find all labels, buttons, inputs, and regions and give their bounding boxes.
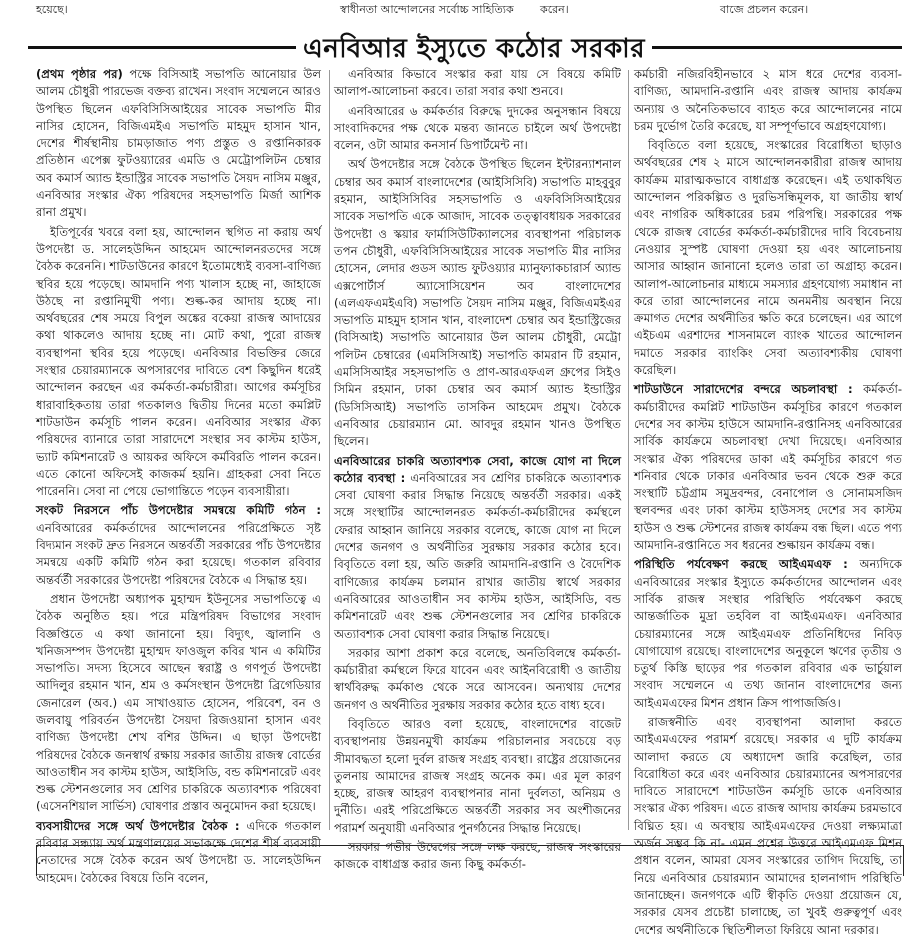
paragraph	[334, 453, 621, 643]
article-column-2	[334, 66, 622, 872]
article-body	[36, 66, 902, 937]
article-column-3	[634, 66, 902, 937]
paragraph	[634, 137, 902, 379]
paragraph-text: রাজস্বনীতি এবং ব্যবস্থাপনা আলাদা করতে আইএমএফের পরামর্শ রয়েছে। সরকার এ দুটি কার্যক্রম আলাদা করতে যে অধ্যাদেশ জারি করেছিল, তার বিরোধিতা করে এবং এনবিআর চেয়ারম্যানের অপসারণের দাবিতে সারাদেশে শাটডাউন কর্মসূচি ডাকে এনবিআর সংস্কার ঐক্য পরিষদ। এতে রাজস্ব আদায় কার্যক্রম চরমভাবে বিঘ্নিত হয়। এ অবস্থায় আইএমএফের দেওয়া লক্ষ্যমাত্রা অর্জন সম্ভব কি না- এমন প্রশ্নের উত্তরে আইএমএফ মিশন প্রধান বলেন, আমরা যেসব সংস্কারের তাগিদ দিয়েছি, তা নিয়ে এনবিআর চেয়ারম্যান আমাদের হালনাগাদ পরিস্থিতি জানাচ্ছেন। জনগণকে এটি স্বীকৃতি দেওয়া প্রয়োজন যে, সরকার যেসব প্রচেষ্টা চালাচ্ছে, তা খুবই গুরুত্বপূর্ণ এবং দেশের অর্থনীতিকে স্থিতিশীলতা ফিরিয়ে আনা দরকার।	[634, 714, 902, 937]
paragraph-text: অর্থ উপদেষ্টার সঙ্গে বৈঠকে উপস্থিত ছিলেন ইন্টারন্যাশনাল চেম্বার অব কমার্স বাংলাদেশের (আইসিসিবি) সভাপতি মাহবুবুর রহমান, আইসিসিবির সহসভাপতি ও এফবিসিসিআইয়ের সাবেক সভাপতি একে আজাদ, সাবেক তত্ত্বাবধায়ক সরকারের উপদেষ্টা ও স্কয়ার ফার্মাসিউটিক্যালসের ব্যবস্থাপনা পরিচালক তপন চৌধুরী, এফবিসিসিআইয়ের সাবেক সভাপতি মীর নাসির হোসেন, লেদার গুডস অ্যান্ড ফুটওয়্যার ম্যানুফ্যাকচারার্স অ্যান্ড এক্সপোর্টার্স অ্যাসোসিয়েশন অব বাংলাদেশের (এলএফএমইএবি) সভাপতি সৈয়দ নাসিম মঞ্জুর, বিজিএমইএর সভাপতি মাহমুদ হাসান খান, বাংলাদেশ চেম্বার অব ইন্ডাস্ট্রিজের (বিসিআই) সভাপতি আনোয়ার উল আলম চৌধুরী, মেট্রো পলিটন চেম্বারের (এমসিসিআই) সভাপতি কামরান টি রহমান, এমসিসিআইর সহসভাপতি ও প্রাণ-আরএফএল গ্রুপের সিইও সিমিন রহমান, ঢাকা চেম্বার অব কমার্স অ্যান্ড ইন্ডাস্ট্রির (ডিসিসিআই) সভাপতি তাসকিন আহমেদ প্রমুখ। বৈঠকে এনবিআর চেয়ারম্যান মো. আবদুর রহমান খানও উপস্থিত ছিলেন।	[334, 157, 621, 449]
subheading: ব্যবসায়ীদের সঙ্গে অর্থ উপদেষ্টার বৈঠক :	[36, 818, 240, 833]
top-strip-left: হয়েছে।	[36, 3, 68, 16]
paragraph	[36, 591, 321, 816]
paragraph-text: প্রধান উপদেষ্টা অধ্যাপক মুহাম্মদ ইউনূসের সভাপতিত্বে এ বৈঠক অনুষ্ঠিত হয়। পরে মন্ত্রিপরিষদ বিভাগের সংবাদ বিজ্ঞপ্তিতে এ কথা জানানো হয়। বিদ্যুৎ, জ্বালানি ও খনিজসম্পদ উপদেষ্টা মুহাম্মদ ফাওজুল কবির খান এ কমিটির সভাপতি। সদস্য হিসেবে আছেন স্বরাষ্ট্র ও গণপূর্ত উপদেষ্টা আদিলুর রহমান খান, শ্রম ও কর্মসংস্থান উপদেষ্টা ব্রিগেডিয়ার জেনারেল (অব.) এম সাখাওয়াত হোসেন, পরিবেশ, বন ও জলবায়ু পরিবর্তন উপদেষ্টা সৈয়দা রিজওয়ানা হাসান এবং বাণিজ্য উপদেষ্টা শেখ বশির উদ্দিন। এ ছাড়া উপদেষ্টা পরিষদের বৈঠকে জনস্বার্থ রক্ষায় সরকার জাতীয় রাজস্ব বোর্ডের আওতাধীন সব কাস্টম হাউস, আইসিডি, বন্ড কমিশনারেট এবং শুল্ক স্টেশনগুলোর সব শ্রেণির চাকরিকে অত্যাবশ্যক পরিষেবা (এসেনশিয়াল সার্ভিস) ঘোষণার প্রস্তাব অনুমোদন করা হয়েছে।	[36, 591, 321, 814]
paragraph	[334, 103, 621, 155]
top-strip-middle: স্বাধীনতা আন্দোলনের সর্বোচ্চ সাহিত্যিক	[340, 3, 514, 16]
paragraph	[634, 556, 902, 712]
paragraph	[334, 645, 621, 714]
paragraph-text: পক্ষে বিসিআই সভাপতি আনোয়ার উল আলম চৌধুরী পারভেজ বক্তব্য রাখেন। সংবাদ সম্মেলনে আরও উপস্থিত ছিলেন এফবিসিসিআইয়ের সাবেক সভাপতি মীর নাসির হোসেন, বিজিএমইএ সভাপতি মাহমুদ হাসান খান, দেশের শীর্ষস্থানীয় চামড়াজাত পণ্য প্রস্তুত ও রপ্তানিকারক প্রতিষ্ঠান এপেক্স ফুটওয়্যারের এমডি ও মেট্রোপলিটন চেম্বার অব কমার্স অ্যান্ড ইন্ডাস্ট্রির সাবেক সভাপতি সৈয়দ নাসিম মঞ্জুর, এনবিআর সংস্কার ঐক্য পরিষদের সহসভাপতি মির্জা আশিক রানা প্রমুখ।	[36, 67, 321, 220]
headline-rule-right	[652, 46, 902, 49]
paragraph-text: এনবিআরের কর্মকর্তাদের আন্দোলনের পরিপ্রেক্ষিতে সৃষ্ট বিদ্যমান সংকট দ্রুত নিরসনে অন্তর্বর্তী সরকারের পাঁচ উপদেষ্টার সমন্বয়ে একটি কমিটি গঠন করা হয়েছে। গতকাল রবিবার অন্তর্বর্তী সরকারের উপদেষ্টা পরিষদের বৈঠকে এ সিদ্ধান্ত হয়।	[36, 520, 321, 587]
subheading: এনবিআরের চাকরি অত্যাবশ্যক সেবা, কাজে যোগ না দিলে কঠোর ব্যবস্থা :	[334, 453, 621, 485]
headline: এনবিআর ইস্যুতে কঠোর সরকার	[302, 34, 646, 64]
paragraph	[36, 502, 321, 588]
paragraph-text: সরকার আশা প্রকাশ করে বলেছে, অনতিবিলম্বে কর্মকর্তা-কর্মচারীরা কর্মস্থলে ফিরে যাবেন এবং আইনবিরোধী ও জাতীয় স্বার্থবিরুদ্ধ কর্মকাণ্ড থেকে সরে আসবেন। অন্যথায় দেশের জনগণ ও অর্থনীতির সুরক্ষায় সরকার কঠোর হতে বাধ্য হবে।	[334, 645, 621, 712]
paragraph	[36, 66, 321, 222]
next-article-box	[36, 845, 904, 876]
top-strip-middle2: করেন।	[540, 3, 569, 16]
paragraph	[334, 66, 621, 101]
paragraph-text: এনবিআর কিভাবে সংস্কার করা যায় সে বিষয়ে কমিটি আলাপ-আলোচনা করবে। তারা সবার কথা শুনবে।	[334, 67, 621, 99]
paragraph	[634, 66, 902, 135]
paragraph	[634, 714, 902, 939]
top-strip	[0, 0, 918, 18]
paragraph-text: কর্মকর্তা-কর্মচারীদের কমপ্লিট শাটডাউন কর্মসূচির কারণে গতকাল দেশের সব কাস্টম হাউসে আমদানি-রপ্তানিসহ এনবিআরের সার্বিক কার্যক্রমে অচলাবস্থা দেখা দিয়েছে। এনবিআর সংস্কার ঐক্য পরিষদের ডাকা এই কর্মসূচির কারণে গত শনিবার থেকে ঢাকার এনবিআর ভবন থেকে শুরু করে সংস্থাটি চট্টগ্রাম সমুদ্রবন্দর, বেনাপোল ও সোনামসজিদ স্থলবন্দর এবং ঢাকা কাস্টম হাউসসহ দেশের সব কাস্টম হাউস ও শুল্ক স্টেশনের রাজস্ব কার্যক্রম বন্ধ ছিল। এতে পণ্য আমদানি-রপ্তানিতে সব ধরনের শুল্কায়ন কার্যক্রম বন্ধ।	[634, 382, 902, 553]
subheading: (প্রথম পৃষ্ঠার পর)	[36, 67, 123, 81]
paragraph	[334, 156, 621, 450]
paragraph-text: বিবৃতিতে বলা হয়েছে, সংস্কারের বিরোধিতা ছাড়াও অর্থবছরের শেষ ২ মাসে আন্দোলনকারীরা রাজস্ব আদায় কার্যক্রম মারাত্মকভাবে বাধাগ্রস্ত করেছেন। এই তথাকথিত আন্দোলন পরিকল্পিত ও দুরভিসন্ধিমূলক, যা জাতীয় স্বার্থ এবং নাগরিক অধিকারের চরম পরিপন্থি। সরকারের পক্ষ থেকে রাজস্ব বোর্ডের কর্মকর্তা-কর্মচারীদের দাবি বিবেচনায় নেওয়ার সুস্পষ্ট ঘোষণা দেওয়া হয় এবং আলোচনায় আসার আহ্বান জানানো হলেও তারা তা অগ্রাহ্য করেন। আলাপ-আলোচনার মাধ্যমে সমস্যার গ্রহণযোগ্য সমাধান না করে তারা আন্দোলনের নামে অনমনীয় অবস্থান নিয়ে ক্রমাগত দেশের অর্থনীতির ক্ষতি করে চলেছেন। এর আগে এইচএম এরশাদের শাসনামলে ব্যাংক খাতের আন্দোলন দমাতে সরকার ব্যাংকিং সেবা অত্যাবশ্যকীয় ঘোষণা করেছিল।	[634, 138, 902, 378]
headline-rule-left	[28, 46, 296, 49]
subheading: সংকট নিরসনে পাঁচ উপদেষ্টার সমন্বয়ে কমিটি গঠন :	[36, 503, 321, 518]
paragraph-text: এনবিআরের ৬ কর্মকর্তার বিরুদ্ধে দুদকের অনুসন্ধান বিষয়ে সাংবাদিকদের পক্ষ থেকে মন্তব্য জানতে চাইলে অর্থ উপদেষ্টা বলেন, ওটা আমার কনসার্ন ডিপার্টমেন্ট না।	[334, 103, 621, 153]
paragraph	[634, 381, 902, 554]
subheading: পরিস্থিতি পর্যবেক্ষণ করছে আইএমএফ :	[634, 557, 848, 572]
headline-row	[0, 26, 918, 66]
paragraph	[36, 224, 321, 501]
subheading: শাটডাউনে সারাদেশের বন্দরে অচলাবস্থা :	[634, 382, 853, 397]
paragraph-text: অন্যদিকে এনবিআরের সংস্কার ইস্যুতে কর্মকর্তাদের আন্দোলন এবং সার্বিক রাজস্ব সংস্থার পরিস্থিতি পর্যবেক্ষণ করছে আন্তর্জাতিক মুদ্রা তহবিল বা আইএমএফ। এনবিআর চেয়ারম্যানের সঙ্গে আইএমএফ প্রতিনিধিদের নিবিড় যোগাযোগ রয়েছে। বাংলাদেশের অনুকূলে ঋণের তৃতীয় ও চতুর্থ কিস্তি ছাড়ের পর গতকাল রবিবার এক ভার্চুয়াল সংবাদ সম্মেলনে এ তথ্য জানান বাংলাদেশের জন্য আইএমএফের মিশন প্রধান ক্রিস পাপাজর্জিও।	[634, 557, 902, 710]
article-column-1	[36, 66, 321, 885]
paragraph-text: এনবিআরের সব শ্রেণির চাকরিকে অত্যাবশ্যক সেবা ঘোষণা করার সিদ্ধান্ত নিয়েছে অন্তর্বর্তী সরকার। একই সঙ্গে সংস্থাটির আন্দোলনরত কর্মকর্তা-কর্মচারীদের কর্মস্থলে ফেরার আহ্বান জানিয়ে সরকার বলেছে, কাজে যোগ না দিলে দেশের জনগণ ও অর্থনীতির সুরক্ষায় সরকার কঠোর হবে। বিবৃতিতে বলা হয়, অতি জরুরি আমদানি-রপ্তানি ও বৈদেশিক বাণিজ্যের কার্যক্রম চলমান রাখার জাতীয় স্বার্থে সরকার এনবিআরের আওতাধীন সব কাস্টম হাউস, আইসিডি, বন্ড কমিশনারেট এবং শুল্ক স্টেশনগুলোর সব শ্রেণির চাকরিকে অত্যাবশ্যক সেবা ঘোষণা করার সিদ্ধান্ত নিয়েছে।	[334, 470, 622, 641]
paragraph	[334, 716, 621, 837]
top-strip-right: বাজে প্রচলন করেন।	[720, 3, 809, 16]
paragraph-text: বিবৃতিতে আরও বলা হয়েছে, বাংলাদেশের বাজেট ব্যবস্থাপনায় উন্নয়নমুখী কার্যক্রম পরিচালনার সবচেয়ে বড় সীমাবদ্ধতা হলো দুর্বল রাজস্ব সংগ্রহ ব্যবস্থা। রাষ্ট্রের প্রয়োজনের তুলনায় আমাদের রাজস্ব সংগ্রহ অনেক কম। এর মূল কারণ হচ্ছে, রাজস্ব আহরণ ব্যবস্থাপনার নানা দুর্বলতা, অনিয়ম ও দুর্নীতি। এরই পরিপ্রেক্ষিতে অন্তর্বর্তী সরকার সব অংশীজনের পরামর্শ অনুযায়ী এনবিআর পুনর্গঠনের সিদ্ধান্ত নিয়েছে।	[334, 716, 621, 835]
paragraph-text: এদিকে গতকাল রবিবার সন্ধ্যায় অর্থ মন্ত্রণালয়ের সভাকক্ষে দেশের শীর্ষ ব্যবসায়ী নেতাদের সঙ্গে বৈঠক করেন অর্থ উপদেষ্টা ড. সালেহউদ্দিন আহমেদ। বৈঠকের বিষয়ে তিনি বলেন,	[36, 818, 321, 885]
paragraph-text: কর্মচারী নজিরবিহীনভাবে ২ মাস ধরে দেশের ব্যবসা-বাণিজ্য, আমদানি-রপ্তানি এবং রাজস্ব আদায় কার্যক্রম অন্যায় ও অনৈতিকভাবে ব্যাহত করে আন্দোলনের নামে চরম দুর্ভোগ তৈরি করেছে, যা সম্পূর্ণভাবে অগ্রহণযোগ্য।	[634, 67, 902, 133]
paragraph-text: সরকার গভীর উদ্বেগের সঙ্গে লক্ষ করছে, রাজস্ব সংস্কারের কাজকে বাধাগ্রস্ত করার জন্য কিছু কর্মকর্তা-	[334, 840, 621, 872]
paragraph-text: ইতিপূর্বের খবরে বলা হয়, আন্দোলন স্থগিত না করায় অর্থ উপদেষ্টা ড. সালেহউদ্দিন আহমেদ আন্দোলনরতদের সঙ্গে বৈঠক করেননি। শাটডাউনের কারণে ইতোমধ্যেই ব্যবসা-বাণিজ্য স্থবির হয়ে পড়েছে। আমদানি পণ্য খালাস হচ্ছে না, জাহাজে উঠছে না রপ্তানিমুখী পণ্য। শুল্ক-কর আদায় হচ্ছে না। অর্থবছরের শেষ সময়ে বিপুল অঙ্কের বকেয়া রাজস্ব আদায়ের কথা থাকলেও আদায় হচ্ছে না। মোট কথা, পুরো রাজস্ব ব্যবস্থাপনা স্থবির হয়ে পড়েছে। এনবিআর বিভক্তির জেরে সংস্থার চেয়ারম্যানকে অপসারণের দাবিতে বেশ কিছুদিন ধরেই আন্দোলন করছেন এর কর্মকর্তা-কর্মচারীরা। আগের কর্মসূচির ধারাবাহিকতায় তারা গতকালও দ্বিতীয় দিনের মতো কমপ্লিট শাটডাউন কর্মসূচি পালন করেন। এনবিআর সংস্কার ঐক্য পরিষদের ব্যানারে তারা সারাদেশে সংস্থার সব কাস্টম হাউস, ভ্যাট কমিশনারেট ও আয়কর অফিসে কর্মবিরতি পালন করেন। এতে কোনো অফিসেই কাজকর্ম হয়নি। গ্রাহকরা সেবা নিতে পারেননি। সেবা না পেয়ে ভোগান্তিতে পড়েন ব্যবসায়ীরা।	[36, 224, 321, 499]
